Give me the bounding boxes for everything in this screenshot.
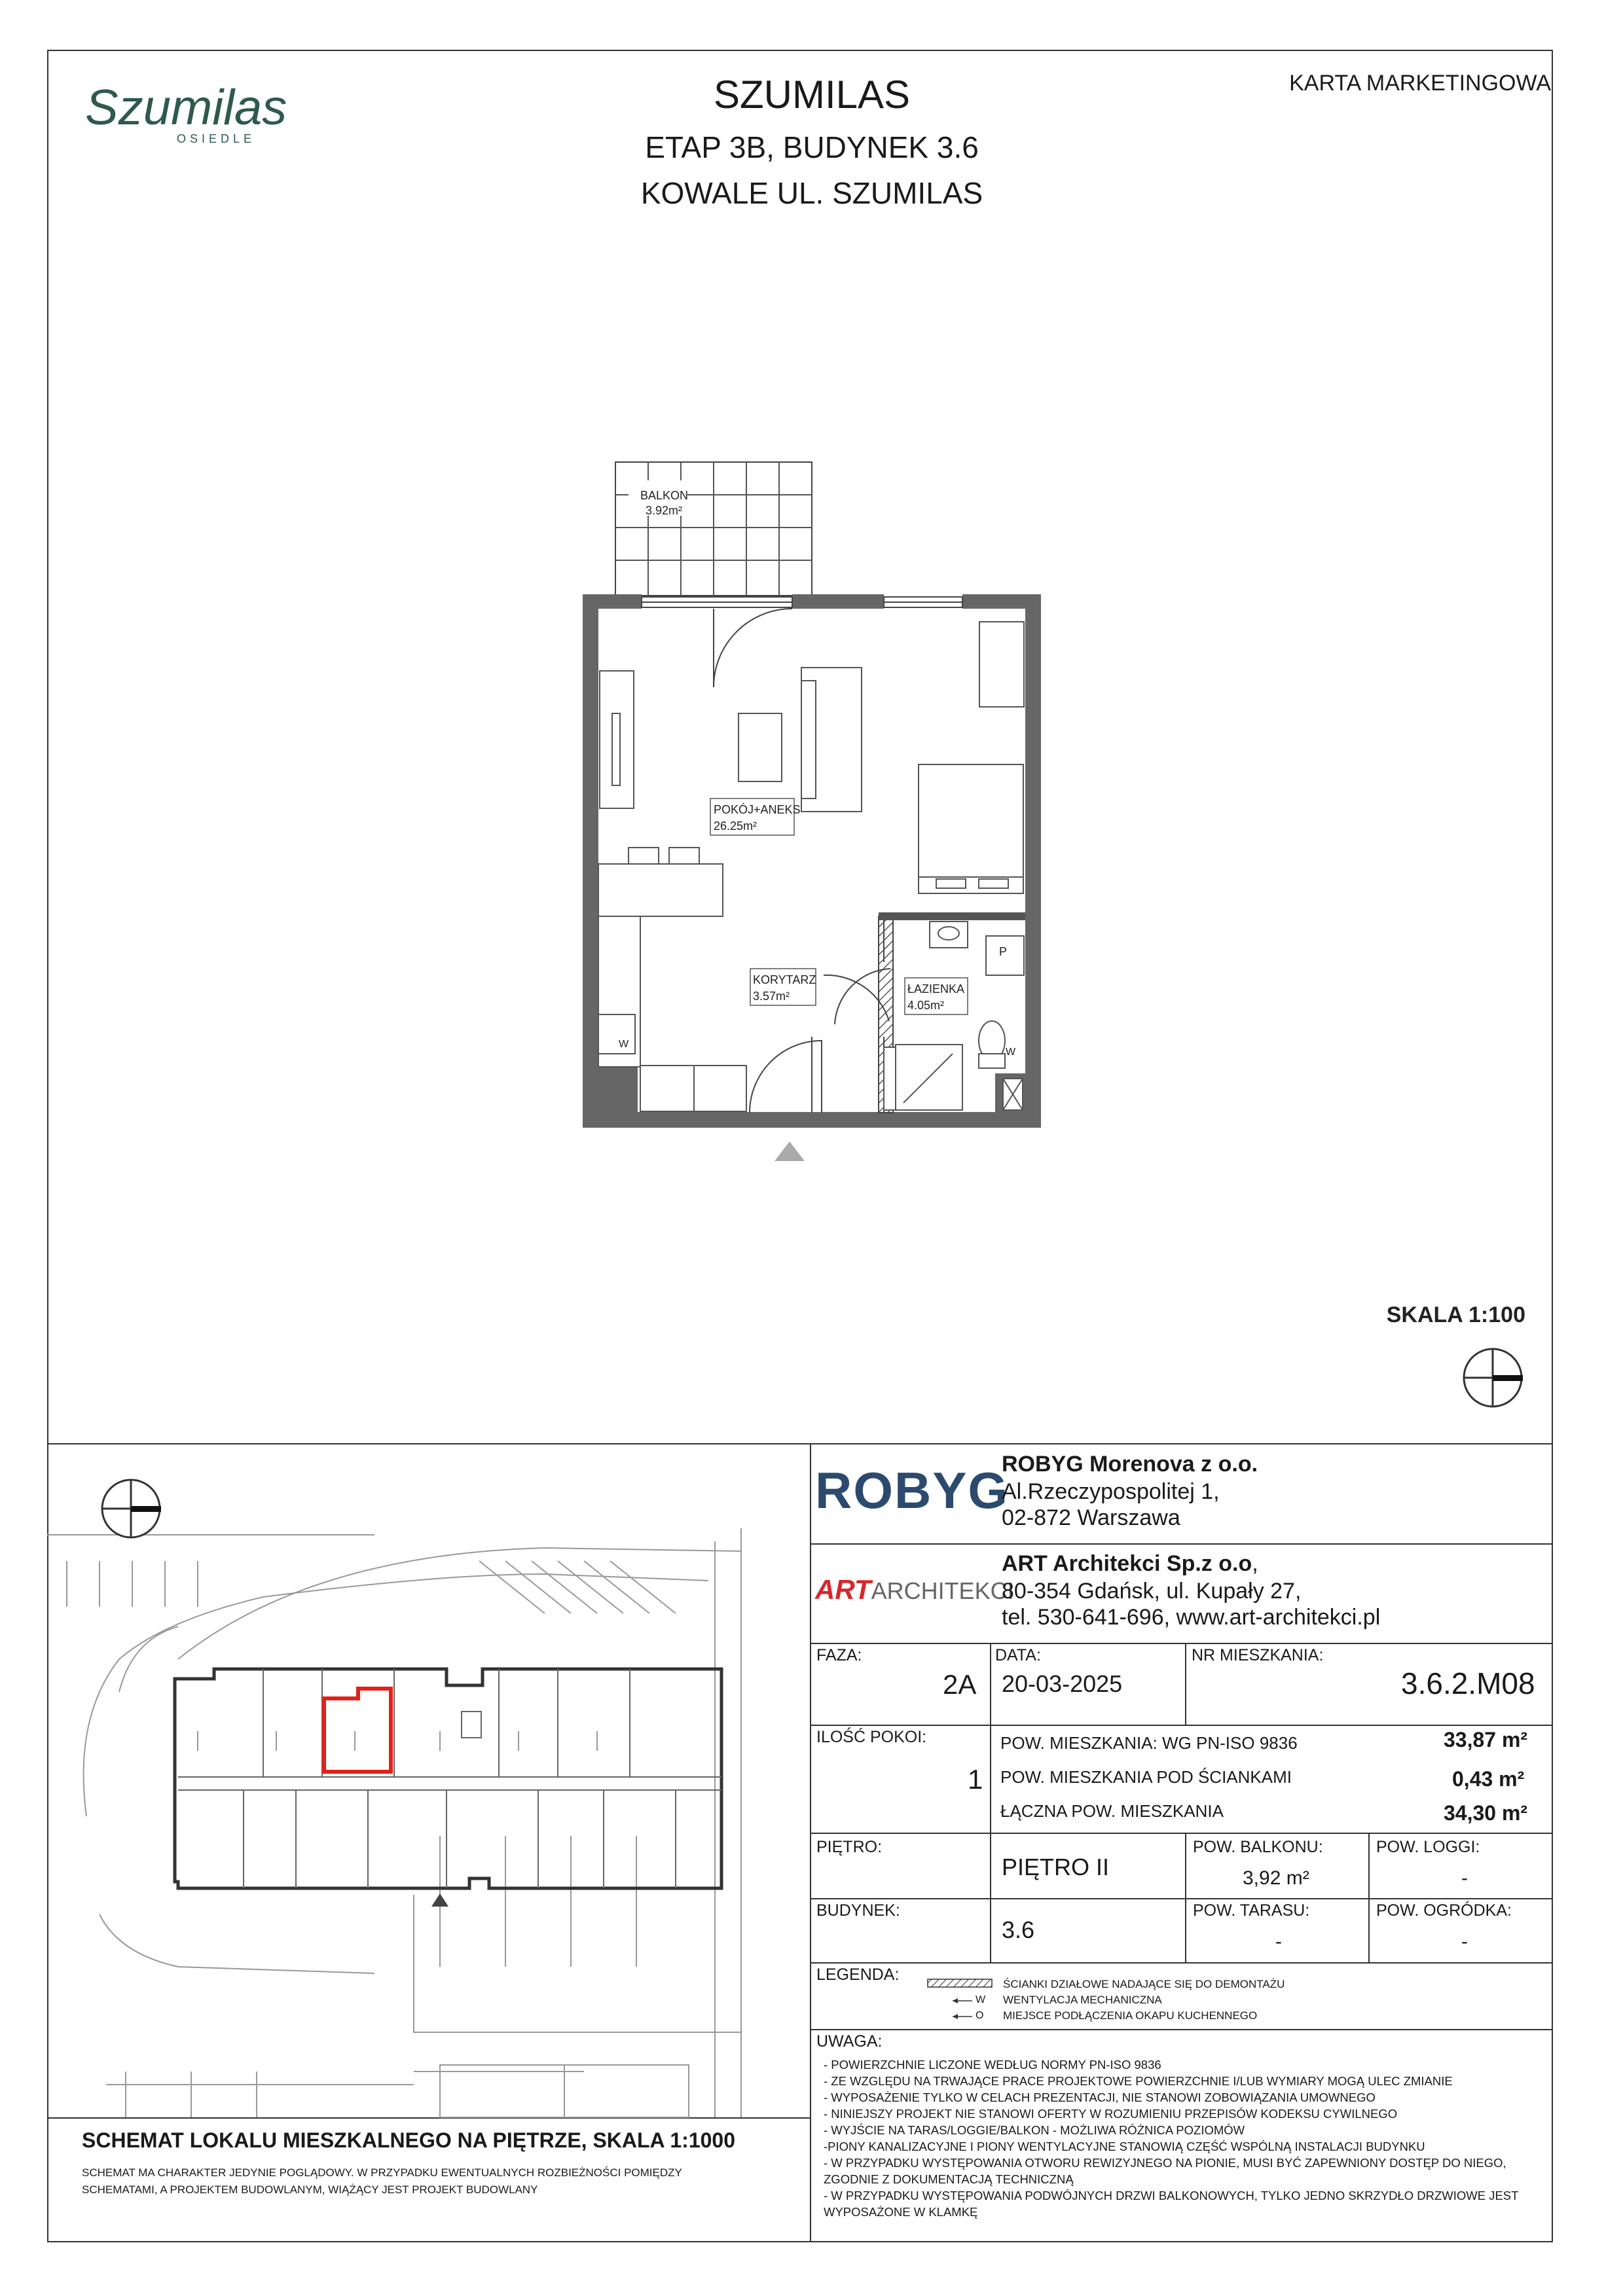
schema-compass-icon — [98, 1476, 164, 1541]
balcony — [615, 462, 812, 596]
architect-address: 80-354 Gdańsk, ul. Kupały 27, — [1002, 1579, 1302, 1604]
note-7: - W PRZYPADKU WYSTĘPOWANIA OTWORU REWIZYJNEGO NA PIONIE, MUSI BYĆ ZAPEWNIONY DOSTĘP DO NIEGO, — [824, 2156, 1506, 2170]
note-4: - NINIEJSZY PROJEKT NIE STANOWI OFERTY W ROZUMIENIU PRZEPISÓW KODEKSU CYWILNEGO — [824, 2107, 1398, 2121]
logo-wordmark: Szumilas — [85, 80, 287, 135]
site-schema — [47, 1443, 810, 2117]
bed — [919, 764, 1023, 879]
uwaga-label: UWAGA: — [816, 2032, 883, 2051]
pow1-label: POW. MIESZKANIA: WG PN-ISO 9836 — [1000, 1733, 1298, 1753]
ogrodek-value: - — [1461, 1931, 1468, 1952]
lazienka-area: 4.05m² — [907, 999, 945, 1012]
riser-mark: P — [999, 945, 1008, 958]
developer-address-1: Al.Rzeczypospolitej 1, — [1002, 1479, 1220, 1504]
pow3-label: ŁĄCZNA POW. MIESZKANIA — [1000, 1801, 1224, 1821]
pokoj-area: 26.25m² — [714, 819, 757, 833]
pokoj-label: POKÓJ+ANEKS — [714, 803, 801, 816]
balkon-area: 3.92m² — [646, 504, 683, 517]
korytarz-area: 3.57m² — [753, 990, 790, 1003]
data-label: DATA: — [995, 1646, 1041, 1664]
project-address: KOWALE UL. SZUMILAS — [640, 176, 983, 210]
schema-disclaimer-1: SCHEMAT MA CHARAKTER JEDYNIE POGLĄDOWY. W PRZYPADKU EWENTUALNYCH ROZBIEŻNOŚCI POMIĘDZY — [82, 2166, 682, 2179]
project-title: SZUMILAS — [713, 73, 911, 117]
apartment-number: 3.6.2.M08 — [1401, 1666, 1535, 1700]
entrance-arrow — [775, 1141, 805, 1161]
balkon-label-info: POW. BALKONU: — [1193, 1838, 1323, 1856]
developer-name: ROBYG Morenova z o.o. — [1002, 1452, 1258, 1477]
art-logo-mark: ART — [815, 1574, 871, 1605]
north-compass-icon — [1460, 1345, 1525, 1410]
architect-name: ART Architekci Sp.z o.o, — [1002, 1551, 1258, 1576]
balkon-value: 3,92 m² — [1243, 1867, 1309, 1889]
legend-w-mark: W — [976, 1994, 986, 2005]
architect-contact: tel. 530-641-696, www.art-architekci.pl — [1002, 1605, 1381, 1630]
balkon-label: BALKON — [640, 489, 689, 502]
taras-label: POW. TARASU: — [1193, 1901, 1310, 1920]
legend-item-1: ŚCIANKI DZIAŁOWE NADAJĄCE SIĘ DO DEMONTAŻU — [1003, 1978, 1285, 1990]
pow2-value: 0,43 m² — [1452, 1767, 1525, 1791]
note-1: - POWIERZCHNIE LICZONE WEDŁUG NORMY PN-ISO 9836 — [824, 2058, 1161, 2072]
uwaga-notes — [824, 2056, 1544, 2220]
taras-value: - — [1275, 1931, 1282, 1952]
art-logo-text: ARCHITEKCI — [871, 1577, 1014, 1604]
note-3: - WYPOSAŻENIE TYLKO W CELACH PREZENTACJI, NIE STANOWI ZOBOWIĄZANIA UMOWNEGO — [824, 2090, 1376, 2104]
budynek-label: BUDYNEK: — [816, 1901, 900, 1920]
pow1-value: 33,87 m² — [1444, 1728, 1528, 1751]
vent-mark-bath: W — [1006, 1047, 1016, 1058]
note-9: - W PRZYPADKU WYSTĘPOWANIA PODWÓJNYCH DRZWI BALKONOWYCH, TYLKO JEDNO SKRZYDŁO DRZWIOWE JEST — [824, 2189, 1519, 2202]
robyg-logo: ROBYG — [815, 1462, 1010, 1519]
developer-address-2: 02-872 Warszawa — [1002, 1505, 1180, 1530]
ogrodek-label: POW. OGRÓDKA: — [1376, 1901, 1512, 1920]
note-2: - ZE WZGLĘDU NA TRWAJĄCE PRACE PROJEKTOWE POWIERZCHNIE I/LUB WYMIARY MOGĄ ULEC ZMIANIE — [824, 2074, 1453, 2088]
lazienka-label: ŁAZIENKA — [907, 982, 965, 996]
schema-disclaimer-2: SCHEMATAMI, A PROJEKTEM BUDOWLANYM, WIĄŻĄCY JEST PROJEKT BUDOWLANY — [82, 2183, 538, 2196]
budynek-value: 3.6 — [1002, 1916, 1035, 1943]
apartment-highlight — [324, 1689, 391, 1772]
pow3-value: 34,30 m² — [1444, 1801, 1528, 1825]
project-stage: ETAP 3B, BUDYNEK 3.6 — [645, 130, 979, 164]
note-5: - WYJŚCIE NA TARAS/LOGGIE/BALKON - MOŻLIWA RÓŻNICA POZIOMÓW — [824, 2123, 1245, 2137]
legend-item-2: WENTYLACJA MECHANICZNA — [1003, 1994, 1162, 2006]
nr-label: NR MIESZKANIA: — [1192, 1646, 1324, 1664]
note-6: -PIONY KANALIZACYJNE I PIONY WENTYLACYJNE STANOWIĄ CZĘŚĆ WSPÓLNĄ INSTALACJI BUDYNKU — [824, 2140, 1425, 2153]
loggia-value: - — [1461, 1867, 1468, 1889]
faza-label: FAZA: — [816, 1646, 862, 1664]
loggia-label: POW. LOGGI: — [1376, 1838, 1480, 1856]
note-10: WYPOSAŻONE W KLAMKĘ — [824, 2205, 978, 2219]
pokoje-label: ILOŚĆ POKOI: — [816, 1728, 927, 1746]
data-value: 20-03-2025 — [1002, 1670, 1123, 1697]
divider-vertical — [810, 1443, 811, 2242]
legend-o-mark: O — [976, 2010, 984, 2021]
korytarz-label: KORYTARZ — [753, 973, 816, 986]
pokoje-value: 1 — [968, 1764, 983, 1795]
legend-item-3: MIEJSCE PODŁĄCZENIA OKAPU KUCHENNEGO — [1003, 2009, 1258, 2022]
art-logo — [815, 1574, 1014, 1605]
kitchen-island — [598, 864, 723, 916]
legend-label: LEGENDA: — [816, 1965, 900, 1984]
vent-mark-kitchen: W — [619, 1039, 629, 1050]
coffee-table — [739, 713, 782, 781]
pietro-value: PIĘTRO II — [1002, 1854, 1110, 1880]
faza-value: 2A — [943, 1669, 977, 1700]
plan-scale: SKALA 1:100 — [1386, 1302, 1525, 1327]
logo-sub: OSIEDLE — [177, 132, 256, 145]
schema-title: SCHEMAT LOKALU MIESZKALNEGO NA PIĘTRZE, SKALA 1:1000 — [82, 2128, 735, 2152]
card-type: KARTA MARKETINGOWA — [1289, 71, 1551, 96]
pow2-label: POW. MIESZKANIA POD ŚCIANKAMI — [1000, 1767, 1292, 1787]
legend-symbols — [926, 1977, 998, 2029]
note-8: ZGODNIE Z DOKUMENTACJĄ TECHNICZNĄ — [824, 2172, 1074, 2186]
pietro-label: PIĘTRO: — [816, 1838, 883, 1856]
